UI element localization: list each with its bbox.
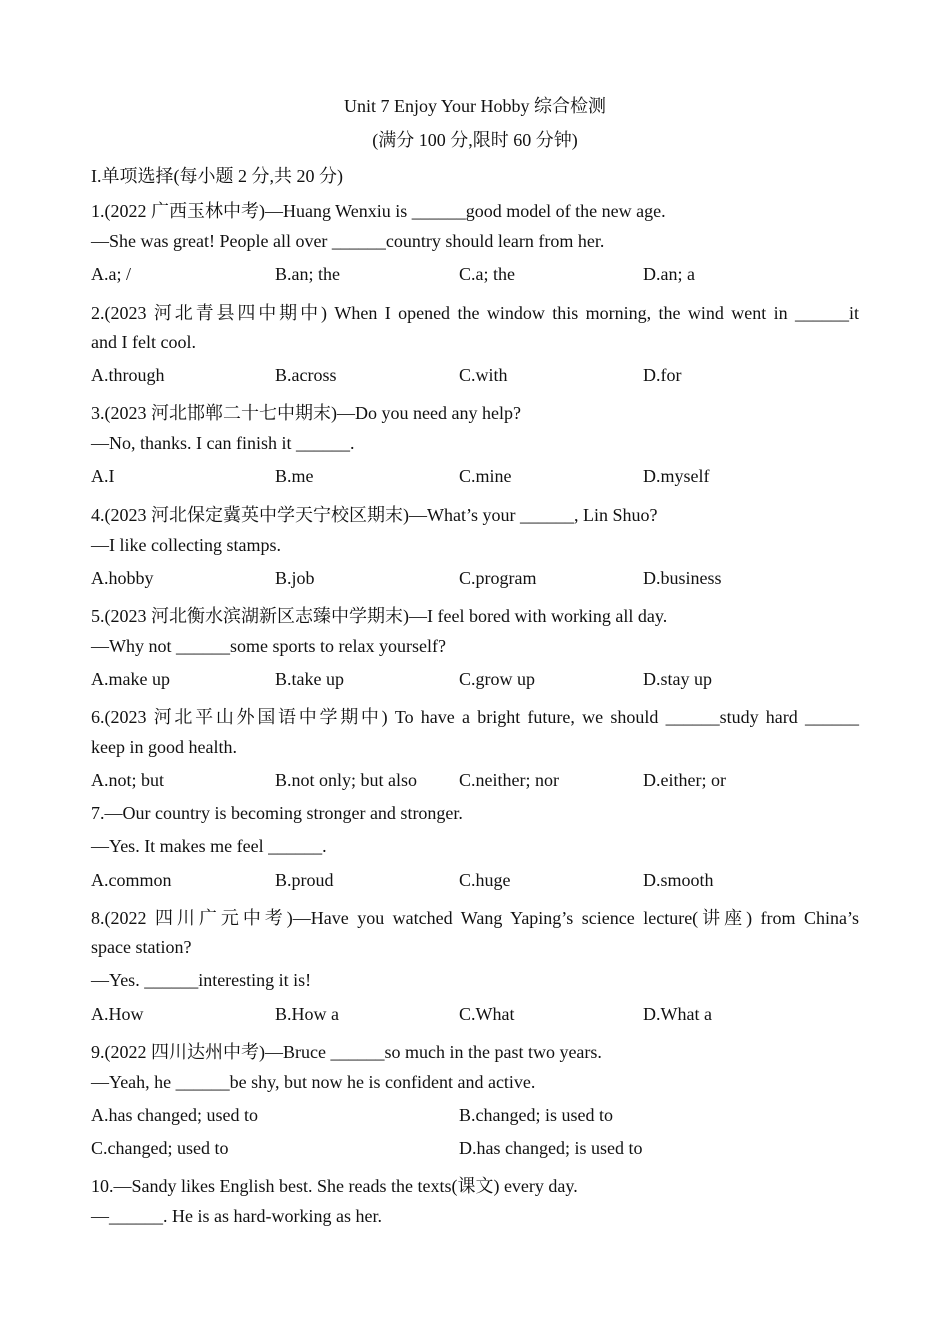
option-c: C.program [459, 568, 537, 588]
option-b: B.take up [275, 669, 344, 689]
question-4-stem: 4.(2023 河北保定冀英中学天宁校区期末)—What’s your ______, Lin Shuo? [91, 505, 658, 525]
question-7-options [91, 870, 891, 894]
document-title: Unit 7 Enjoy Your Hobby 综合检测 [343, 96, 607, 116]
question-6-stem-text: 6.(2023 河北平山外国语中学期中) To have a bright future, we should ______study hard ______ [91, 707, 859, 727]
option-d: D.stay up [643, 669, 712, 689]
option-a: A.through [91, 365, 165, 385]
question-3-options [91, 466, 891, 490]
question-7-response: —Yes. It makes me feel ______. [91, 836, 327, 856]
question-5-stem: 5.(2023 河北衡水滨湖新区志臻中学期末)—I feel bored with working all day. [91, 606, 668, 626]
option-b: B.proud [275, 870, 334, 890]
question-4-response: —I like collecting stamps. [91, 535, 281, 555]
option-b: B.me [275, 466, 314, 486]
question-8-options [91, 1004, 891, 1028]
option-c: C.with [459, 365, 508, 385]
option-c: C.mine [459, 466, 512, 486]
option-a: A.has changed; used to [91, 1105, 258, 1125]
document-subtitle: (满分 100 分,限时 60 分钟) [372, 130, 578, 150]
option-d: D.business [643, 568, 722, 588]
question-7-stem: 7.—Our country is becoming stronger and stronger. [91, 803, 463, 823]
option-a: A.How [91, 1004, 144, 1024]
question-2-stem-text: 2.(2023 河北青县四中期中) When I opened the window this morning, the wind went in ______it [91, 303, 859, 323]
question-8-response: —Yes. ______interesting it is! [91, 970, 312, 990]
question-6-stem [91, 703, 859, 729]
option-b: B.an; the [275, 264, 340, 284]
question-8-stem-continued: space station? [91, 937, 192, 957]
section-heading: I.单项选择(每小题 2 分,共 20 分) [91, 166, 343, 186]
option-b: B.not only; but also [275, 770, 418, 790]
option-a: A.I [91, 466, 115, 486]
question-5-response: —Why not ______some sports to relax yourself? [91, 636, 446, 656]
option-b: B.How a [275, 1004, 339, 1024]
question-6-options [91, 770, 891, 794]
question-2-stem [91, 299, 859, 325]
question-10-response: —______. He is as hard-working as her. [91, 1206, 382, 1226]
option-d: D.for [643, 365, 682, 385]
question-9-stem: 9.(2022 四川达州中考)—Bruce ______so much in the past two years. [91, 1042, 602, 1062]
option-c: C.neither; nor [459, 770, 559, 790]
question-3-stem: 3.(2023 河北邯郸二十七中期末)—Do you need any help? [91, 403, 521, 423]
option-a: A.hobby [91, 568, 154, 588]
question-3-response: —No, thanks. I can finish it ______. [91, 433, 355, 453]
question-1-response: —She was great! People all over ______country should learn from her. [91, 231, 605, 251]
option-b: B.changed; is used to [459, 1105, 613, 1125]
question-2-stem-continued: and I felt cool. [91, 332, 196, 352]
option-d: D.either; or [643, 770, 726, 790]
question-9-options-row-1 [91, 1105, 891, 1129]
option-c: C.What [459, 1004, 515, 1024]
question-6-stem-continued: keep in good health. [91, 737, 237, 757]
option-c: C.changed; used to [91, 1138, 229, 1158]
question-1-options [91, 264, 891, 288]
question-10-stem: 10.—Sandy likes English best. She reads the texts(课文) every day. [91, 1176, 578, 1196]
option-a: A.make up [91, 669, 170, 689]
option-c: C.grow up [459, 669, 535, 689]
option-b: B.across [275, 365, 337, 385]
option-c: C.huge [459, 870, 511, 890]
question-4-options [91, 568, 891, 592]
option-d: D.an; a [643, 264, 695, 284]
option-d: D.myself [643, 466, 710, 486]
option-a: A.common [91, 870, 172, 890]
option-a: A.not; but [91, 770, 165, 790]
question-9-options-row-2 [91, 1138, 891, 1162]
question-9-response: —Yeah, he ______be shy, but now he is confident and active. [91, 1072, 536, 1092]
option-d: D.smooth [643, 870, 714, 890]
question-2-options [91, 365, 891, 389]
option-d: D.What a [643, 1004, 712, 1024]
question-8-stem-text: 8.(2022 四川广元中考)—Have you watched Wang Yaping’s science lecture(讲座) from China’s [91, 908, 859, 928]
option-a: A.a; / [91, 264, 131, 284]
option-d: D.has changed; is used to [459, 1138, 643, 1158]
question-1-stem: 1.(2022 广西玉林中考)—Huang Wenxiu is ______good model of the new age. [91, 201, 666, 221]
question-8-stem [91, 904, 859, 930]
option-c: C.a; the [459, 264, 515, 284]
option-b: B.job [275, 568, 315, 588]
question-5-options [91, 669, 891, 693]
